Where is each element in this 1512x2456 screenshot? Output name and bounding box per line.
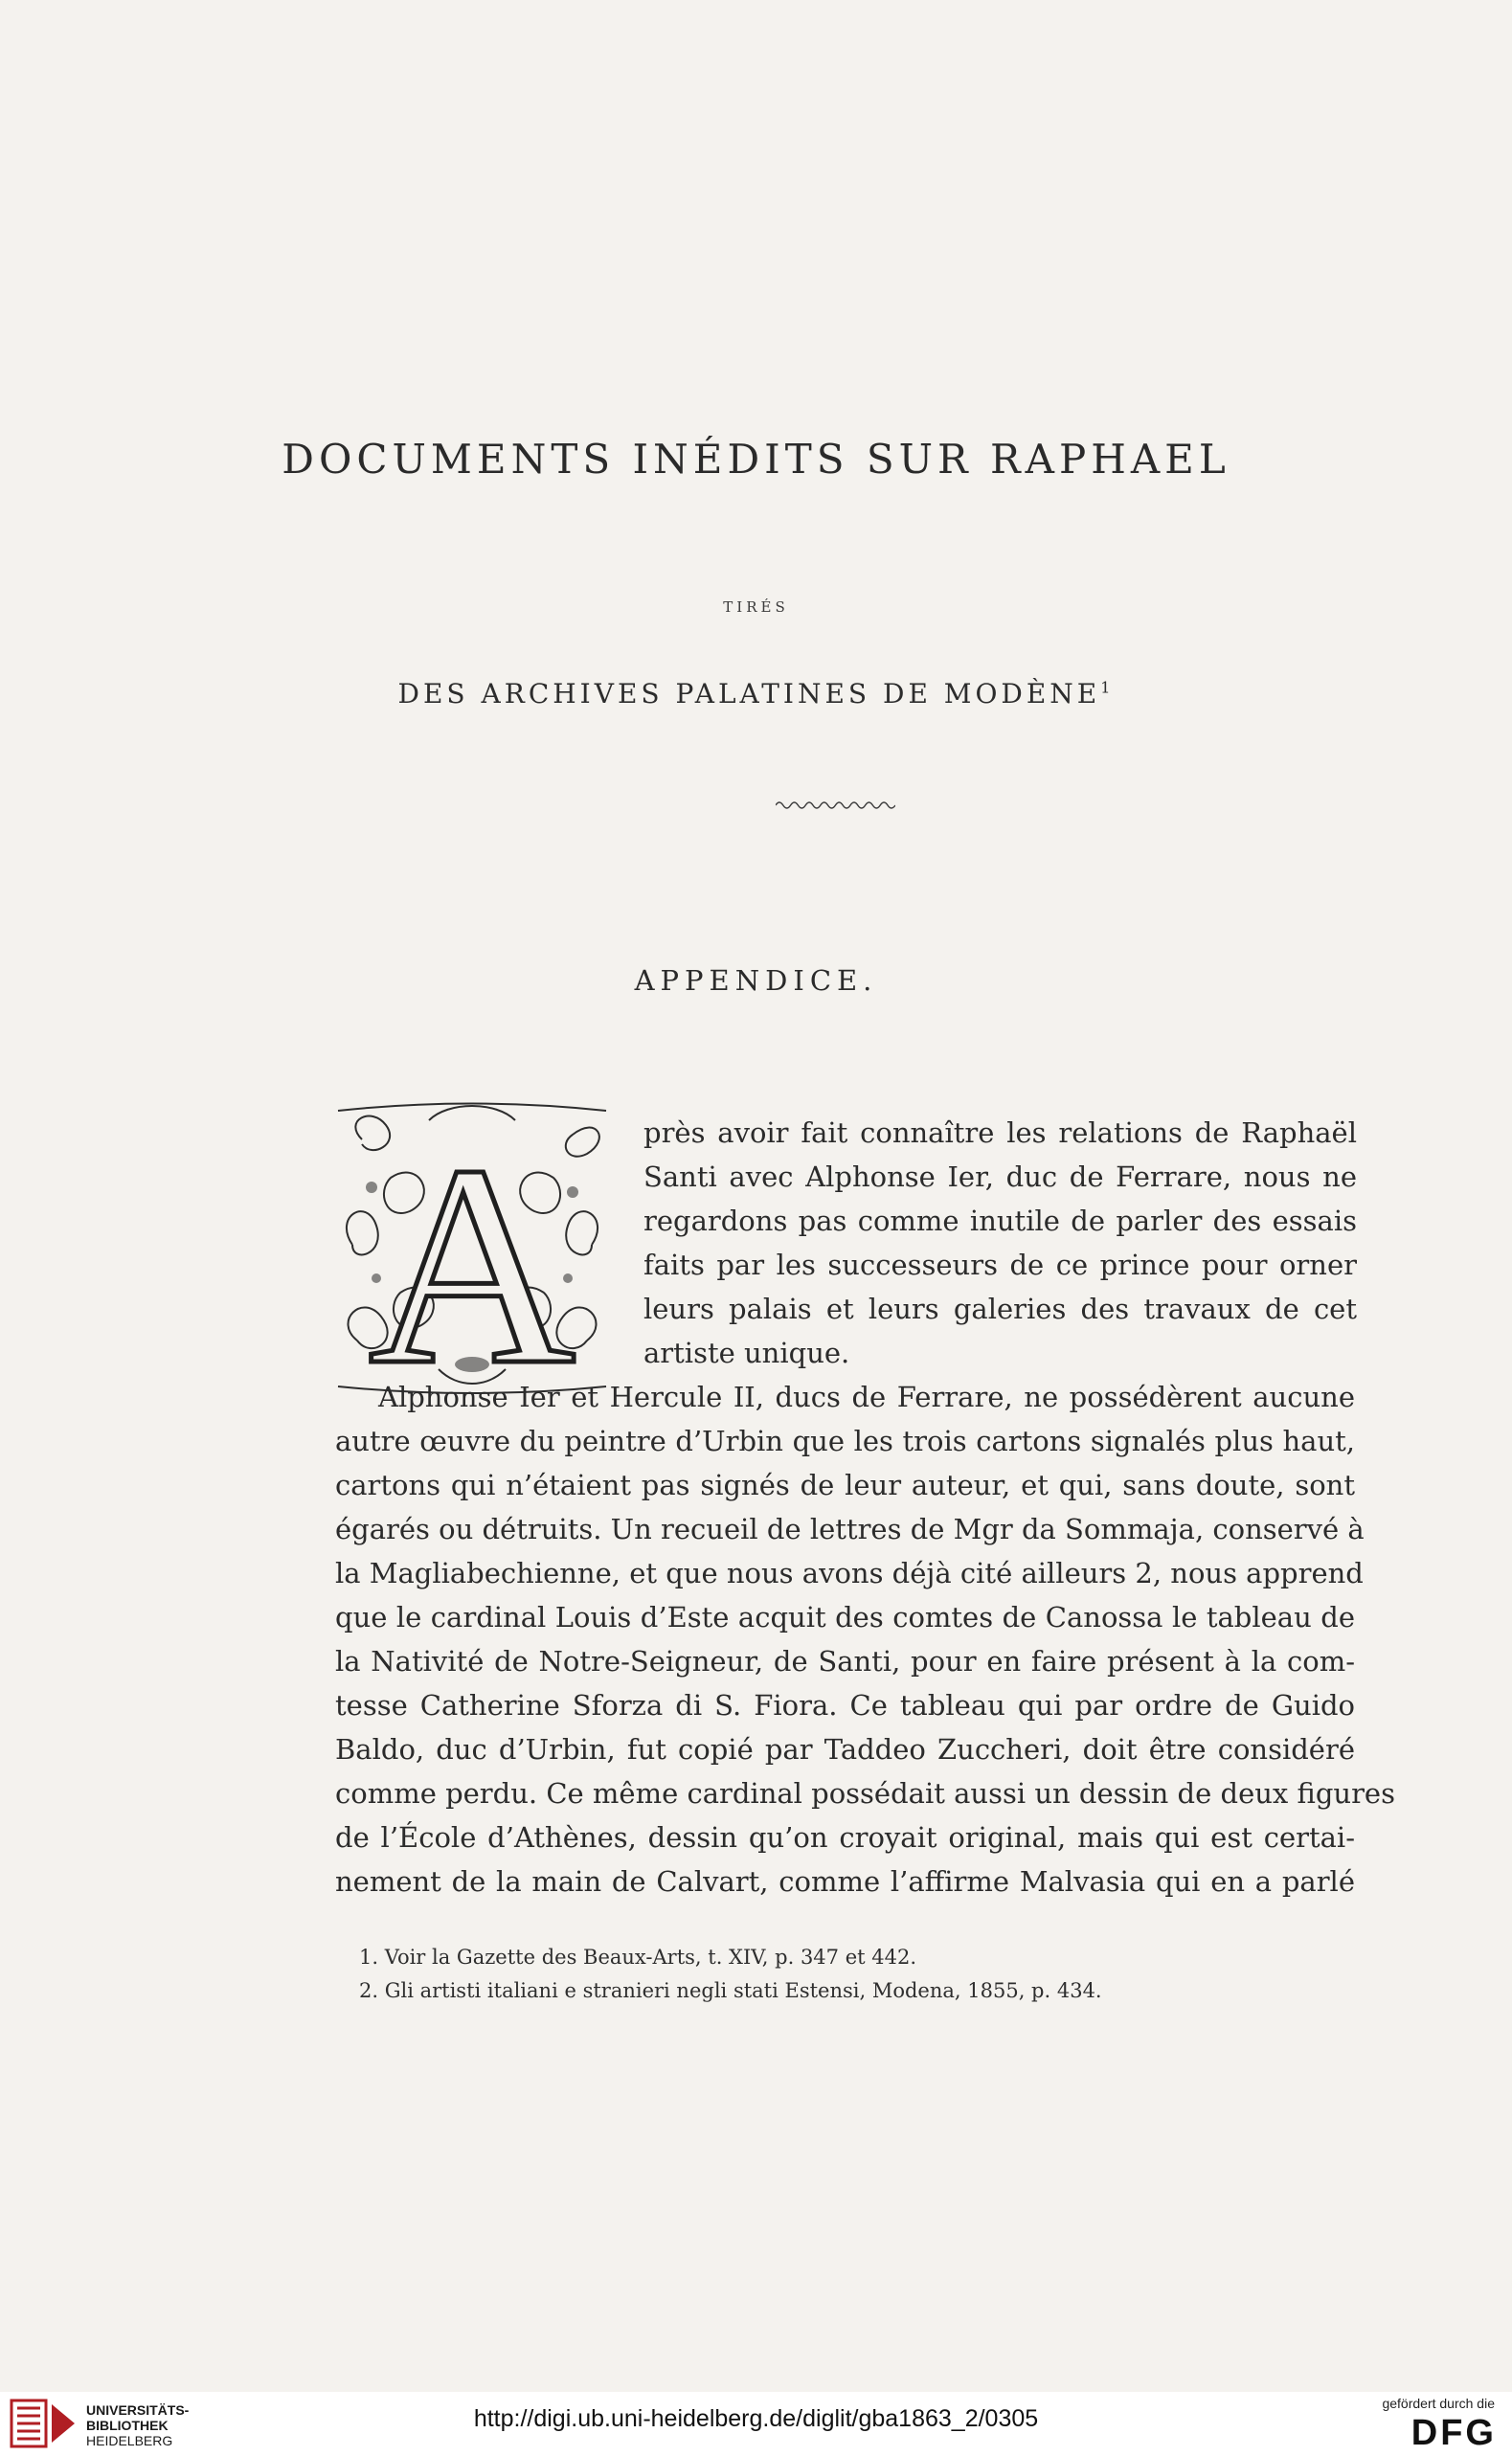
institution-line: BIBLIOTHEK — [86, 2418, 169, 2433]
ornamental-drop-cap — [333, 1101, 611, 1396]
body-line: de l’École d’Athènes, dessin qu’on croyait original, mais qui est certai- — [335, 1821, 1355, 1854]
subtitle — [0, 678, 1512, 710]
body-line: cartons qui n’étaient pas signés de leur auteur, et qui, sans doute, sont — [335, 1469, 1355, 1501]
body-line: Alphonse Ier et Hercule II, ducs de Ferrare, ne possédèrent aucune — [378, 1381, 1355, 1413]
institution-line: UNIVERSITÄTS- — [86, 2402, 190, 2418]
page-title: DOCUMENTS INÉDITS SUR RAPHAEL — [282, 436, 1230, 483]
funding-caption: gefördert durch die — [1382, 2396, 1495, 2411]
intro-line: leurs palais et leurs galeries des travaux de cet — [643, 1293, 1357, 1325]
intro-line: artiste unique. — [643, 1337, 850, 1369]
body-line: tesse Catherine Sforza di S. Fiora. Ce tableau qui par ordre de Guido — [335, 1689, 1355, 1722]
subtitle-footnote-ref: 1 — [1100, 678, 1115, 697]
intro-line: regardons pas comme inutile de parler des essais — [643, 1205, 1357, 1237]
intro-line: Santi avec Alphonse Ier, duc de Ferrare, nous ne — [643, 1160, 1357, 1193]
body-line: la Magliabechienne, et que nous avons déjà cité ailleurs 2, nous apprend — [335, 1557, 1364, 1589]
intro-line: près avoir fait connaître les relations de Raphaël — [643, 1116, 1357, 1149]
dfg-logo[interactable]: DFG — [1410, 2413, 1497, 2453]
body-line: autre œuvre du peintre d’Urbin que les trois cartons signalés plus haut, — [335, 1425, 1355, 1457]
body-line: que le cardinal Louis d’Este acquit des comtes de Canossa le tableau de — [335, 1601, 1355, 1634]
body-line: égarés ou détruits. Un recueil de lettres de Mgr da Sommaja, conservé à — [335, 1513, 1365, 1545]
intro-line: faits par les successeurs de ce prince pour orner — [643, 1249, 1357, 1281]
body-line: Baldo, duc d’Urbin, fut copié par Taddeo Zuccheri, doit être considéré — [335, 1733, 1355, 1766]
institution-line: HEIDELBERG — [86, 2433, 173, 2448]
body-line: la Nativité de Notre-Seigneur, de Santi, pour en faire présent à la com- — [335, 1645, 1355, 1678]
drop-cap-letter: A — [368, 1106, 576, 1396]
footnote-1: 1. Voir la Gazette des Beaux-Arts, t. XIV, p. 347 et 442. — [359, 1946, 917, 1969]
subtitle-text: DES ARCHIVES PALATINES DE MODÈNE — [397, 678, 1101, 710]
body-line: nement de la main de Calvart, comme l’affirme Malvasia qui en a parlé — [335, 1865, 1355, 1898]
wavy-rule-ornament — [776, 800, 895, 811]
body-line: comme perdu. Ce même cardinal possédait aussi un dessin de deux figures — [335, 1777, 1395, 1810]
section-heading: APPENDICE. — [634, 964, 878, 997]
permalink-url[interactable]: http://digi.ub.uni-heidelberg.de/diglit/gba1863_2/0305 — [473, 2405, 1039, 2432]
tires-label: TIRÉS — [723, 598, 789, 616]
footnote-2: 2. Gli artisti italiani e stranieri negli stati Estensi, Modena, 1855, p. 434. — [359, 1979, 1102, 2002]
